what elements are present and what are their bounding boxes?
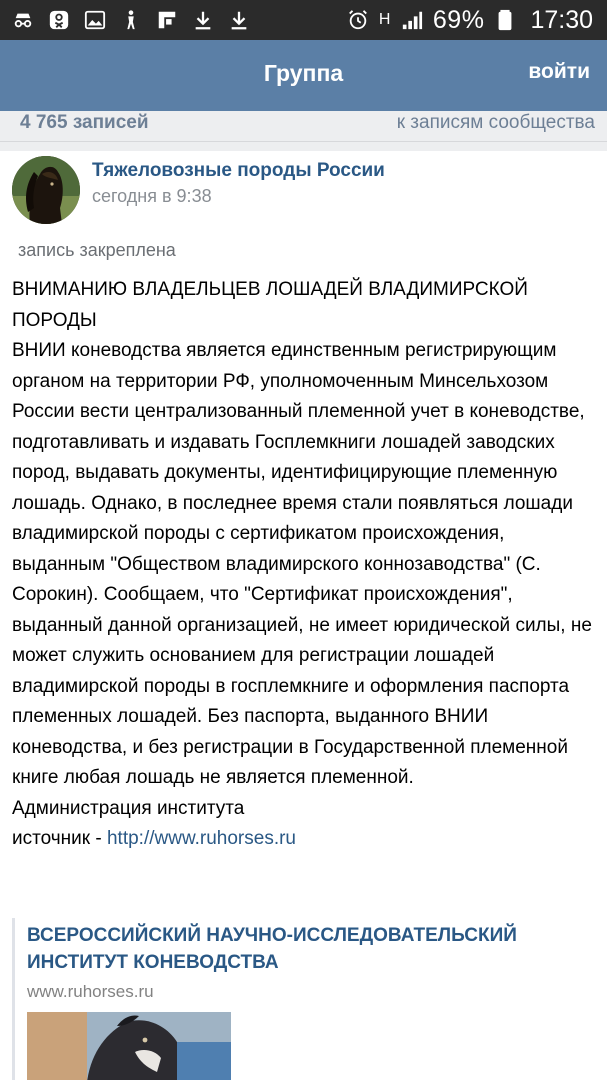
page-title: Группа — [263, 60, 344, 86]
download-icon — [192, 9, 214, 31]
post-body: ВНИИ коневодства является единственным регистрирующим органом на территории РФ, уполномоченным Минсельхозом России вести централизованный племенной учет в коневодстве, подготавливать и издавать Госплемкниги лошадей заводских пород, выдавать документы, идентифицирующие племенную лошадь. Однако, в последнее время стали появляться лошади владимирской породы с сертификатом происхождения, выданным "Обществом владимирского коннозаводства" (С. Сорокин). Сообщаем, что "Сертификат происхождения", выданный данной организацией, не имеет юридической силы, не может служить основанием для регистрации лошадей владимирской породы в госплемкниге и оформления паспорта племенных лошадей. Без паспорта, выданного ВНИИ коневодства, и без регистрации в Государственной племенной книге любая лошадь не является племенной. — [12, 340, 592, 788]
posts-count: 4 765 записей — [20, 112, 149, 133]
post-timestamp[interactable]: сегодня в 9:38 — [92, 186, 212, 206]
post-signature: Администрация института — [12, 797, 245, 819]
login-button[interactable]: войти — [528, 60, 590, 83]
group-avatar[interactable] — [12, 156, 80, 224]
pinned-label: запись закреплена — [18, 240, 176, 260]
posts-subbar — [0, 111, 607, 142]
to-community-posts-link[interactable]: к записям сообщества — [396, 112, 595, 133]
status-bar — [0, 0, 607, 40]
post-heading: ВНИМАНИЮ ВЛАДЕЛЬЦЕВ ЛОШАДЕЙ ВЛАДИМИРСКОЙ ПОРОДЫ — [12, 279, 528, 331]
source-label: источник - — [12, 828, 107, 849]
clock: 17:30 — [530, 5, 593, 34]
link-preview-card[interactable] — [12, 918, 572, 1080]
flipboard-icon — [156, 9, 178, 31]
link-preview-title[interactable]: ВСЕРОССИЙСКИЙ НАУЧНО-ИССЛЕДОВАТЕЛЬСКИЙ ИНСТИТУТ КОНЕВОДСТВА — [27, 925, 517, 973]
post-source — [12, 824, 602, 855]
signal-icon — [401, 9, 423, 31]
incognito-icon — [12, 9, 34, 31]
gallery-icon — [84, 9, 106, 31]
source-link[interactable]: http://www.ruhorses.ru — [106, 828, 296, 849]
app-header — [0, 40, 607, 111]
download-icon-2 — [228, 9, 250, 31]
group-name-link[interactable]: Тяжеловозные породы России — [92, 160, 385, 181]
pinned-post — [0, 151, 607, 1080]
network-type: H — [378, 11, 391, 28]
link-preview-domain: www.ruhorses.ru — [27, 982, 154, 1001]
battery-percent: 69% — [432, 5, 485, 34]
figure-icon — [120, 9, 142, 31]
battery-icon — [494, 9, 516, 31]
post-text — [12, 275, 602, 855]
link-preview-image[interactable] — [27, 1012, 231, 1080]
ok-app-icon — [48, 9, 70, 31]
alarm-icon — [347, 9, 369, 31]
divider — [0, 142, 607, 151]
